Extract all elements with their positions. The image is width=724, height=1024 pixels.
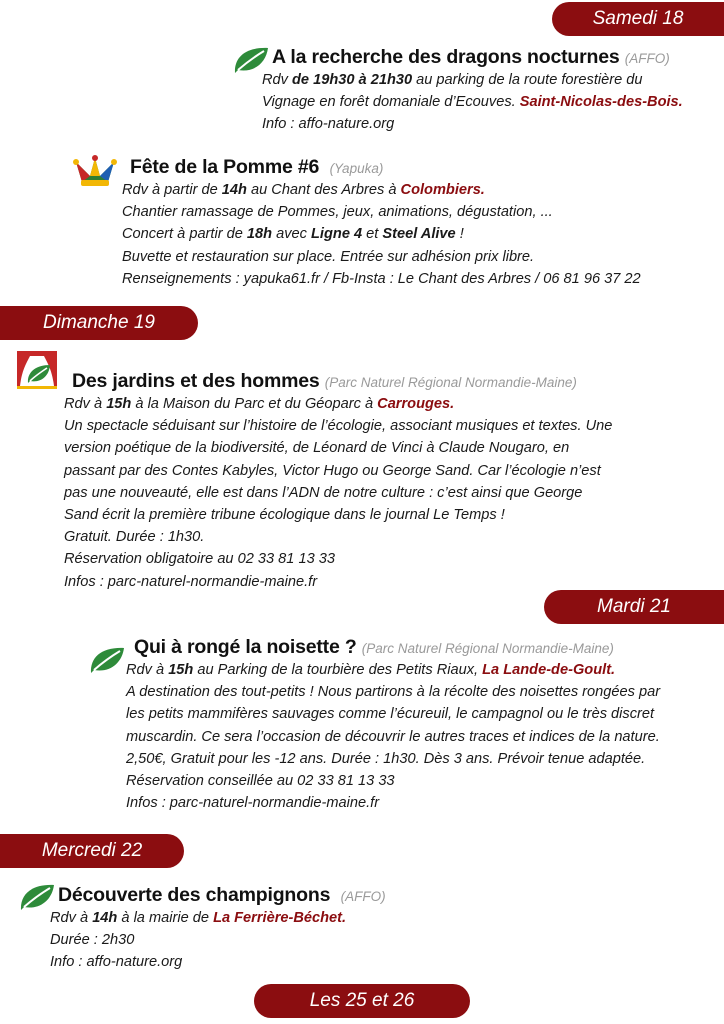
- event-line: pas une nouveauté, elle est dans l’ADN de notre culture : c’est ainsi que George: [64, 484, 583, 501]
- event-line: Buvette et restauration sur place. Entrée sur adhésion prix libre.: [122, 248, 535, 265]
- event-line: Vignage en forêt domaniale d’Ecouves. Saint-Nicolas-des-Bois.: [262, 94, 683, 111]
- event-line: Sand écrit la première tribune écologique dans le journal Le Temps !: [64, 507, 505, 524]
- event-line: Rdv à partir de 14h au Chant des Arbres à Colombiers.: [122, 182, 485, 198]
- day-banner-samedi: Samedi 18: [552, 2, 724, 36]
- leaf-icon: [88, 645, 126, 675]
- event-title: Des jardins et des hommes (Parc Naturel Régional Normandie-Maine): [72, 370, 577, 392]
- event-line: Réservation conseillée au 02 33 81 13 33: [126, 773, 395, 790]
- event-line: Concert à partir de 18h avec Ligne 4 et Steel Alive !: [122, 226, 464, 243]
- event-line: Rdv à 15h au Parking de la tourbière des Petits Riaux, La Lande-de-Goult.: [126, 662, 616, 678]
- theater-leaf-icon: [16, 350, 58, 390]
- event-champignons: [50, 884, 386, 974]
- event-organizer: (Yapuka): [329, 161, 384, 176]
- event-organizer: (AFFO): [624, 51, 670, 66]
- event-line: Réservation obligatoire au 02 33 81 13 33: [64, 551, 335, 568]
- event-line: les petits mammifères sauvages comme l’écureuil, le campagnol ou le très discret: [126, 706, 655, 723]
- event-line: muscardin. Ce sera l’occasion de découvrir le autres traces et indices de la nature.: [126, 728, 660, 745]
- event-title: Fête de la Pomme #6 (Yapuka): [130, 156, 384, 178]
- event-title: A la recherche des dragons nocturnes (AFFO): [272, 46, 670, 68]
- event-title: Qui à rongé la noisette ? (Parc Naturel Régional Normandie-Maine): [134, 636, 614, 658]
- day-banner-dimanche: Dimanche 19: [0, 306, 198, 340]
- event-organizer: (AFFO): [340, 889, 386, 904]
- event-place: La Lande-de-Goult.: [482, 662, 616, 678]
- event-line: version poétique de la biodiversité, de Léonard de Vinci à Claude Nougaro, en: [64, 440, 570, 457]
- event-line: A destination des tout-petits ! Nous partirons à la récolte des noisettes rongées par: [126, 684, 661, 701]
- event-line: Chantier ramassage de Pommes, jeux, animations, dégustation, ...: [122, 204, 553, 221]
- event-line: Info : affo-nature.org: [262, 116, 395, 133]
- event-organizer: (Parc Naturel Régional Normandie-Maine): [324, 375, 577, 390]
- event-line: passant par des Contes Kabyles, Victor Hugo ou George Sand. Car l’écologie n’est: [64, 462, 601, 479]
- event-place: La Ferrière-Béchet.: [213, 910, 347, 926]
- jester-hat-icon: [72, 154, 118, 188]
- event-line: 2,50€, Gratuit pour les -12 ans. Durée : 1h30. Dès 3 ans. Prévoir tenue adaptée.: [126, 750, 646, 767]
- event-line: Rdv à 14h à la mairie de La Ferrière-Béchet.: [50, 910, 347, 926]
- event-dragons: [262, 46, 683, 136]
- event-line: Renseignements : yapuka61.fr / Fb-Insta : Le Chant des Arbres / 06 81 96 37 22: [122, 270, 641, 287]
- event-line: Info : affo-nature.org: [50, 954, 183, 971]
- event-line: Rdv de 19h30 à 21h30 au parking de la route forestière du: [262, 72, 643, 88]
- day-banner-mardi: Mardi 21: [544, 590, 724, 624]
- event-place: Colombiers.: [400, 182, 485, 198]
- event-line: Rdv à 15h à la Maison du Parc et du Géoparc à Carrouges.: [64, 396, 455, 412]
- event-line: Un spectacle séduisant sur l’histoire de l’écologie, associant musiques et textes. Une: [64, 418, 613, 435]
- event-line: Durée : 2h30: [50, 932, 135, 949]
- day-banner-mercredi: Mercredi 22: [0, 834, 184, 868]
- day-banner-next: Les 25 et 26: [254, 984, 470, 1018]
- event-noisette: [126, 636, 660, 814]
- event-organizer: (Parc Naturel Régional Normandie-Maine): [361, 641, 614, 656]
- event-title: Découverte des champignons (AFFO): [58, 884, 386, 906]
- event-place: Carrouges.: [377, 396, 455, 412]
- event-line: Infos : parc-naturel-normandie-maine.fr: [126, 795, 380, 812]
- event-place: Saint-Nicolas-des-Bois.: [519, 94, 683, 111]
- event-pomme: [122, 156, 641, 290]
- event-line: Infos : parc-naturel-normandie-maine.fr: [64, 573, 318, 590]
- event-jardins: [64, 370, 612, 593]
- event-line: Gratuit. Durée : 1h30.: [64, 529, 205, 546]
